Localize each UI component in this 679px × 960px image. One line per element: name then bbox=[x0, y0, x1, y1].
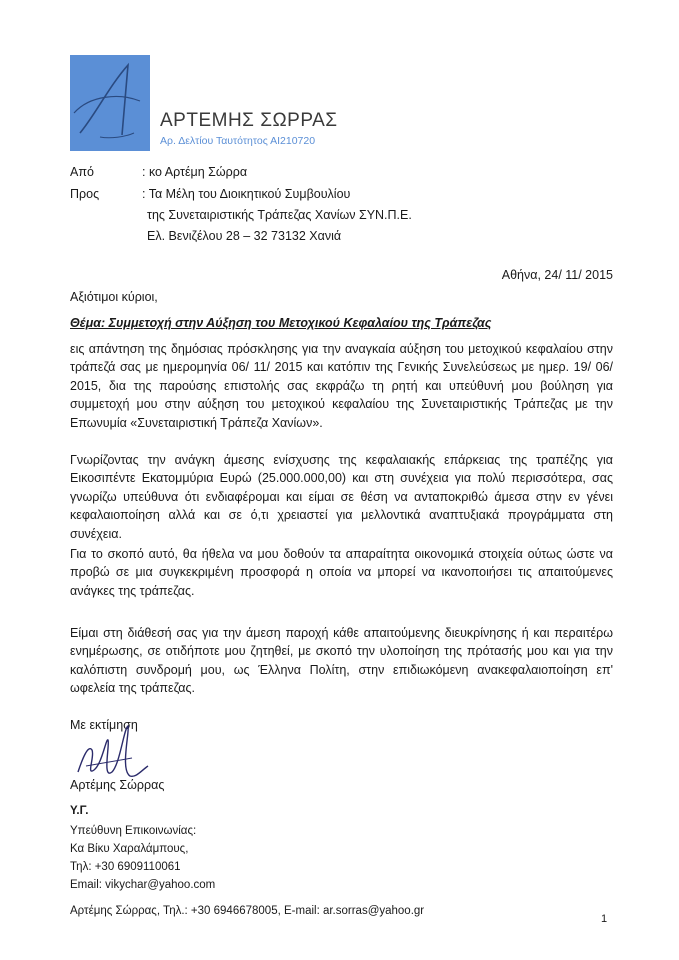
subject-line: Θέμα: Συμμετοχή στην Αύξηση του Μετοχικού Κεφαλαίου της Τράπεζας bbox=[70, 316, 492, 330]
from-value: : κο Αρτέμη Σώρρα bbox=[142, 165, 248, 179]
from-row bbox=[70, 165, 247, 179]
ps-label: Υ.Γ. bbox=[70, 805, 89, 817]
to-value: : Τα Μέλη του Διοικητικού Συμβουλίου bbox=[142, 187, 351, 201]
page-number: 1 bbox=[601, 913, 608, 925]
closing: Με εκτίμηση bbox=[70, 718, 138, 732]
contact-email: Email: vikychar@yahoo.com bbox=[70, 879, 216, 891]
to-line-3: Ελ. Βενιζέλου 28 – 32 73132 Χανιά bbox=[147, 229, 342, 243]
logo-monogram-icon bbox=[70, 55, 150, 151]
logo bbox=[70, 55, 150, 151]
page-footer: Αρτέμης Σώρρας, Τηλ.: +30 6946678005, E-mail: ar.sorras@yahoo.gr bbox=[70, 905, 425, 917]
contact-phone: Τηλ: +30 6909110061 bbox=[70, 861, 181, 873]
body-paragraph-3: Για το σκοπό αυτό, θα ήθελα να μου δοθούν τα απαραίτητα οικονομικά στοιχεία ούτως ώστε να προβώ σε μια συγκεκριμένη προσφορά η οποία να μπορεί να ικανοποιήσει τις απαιτούμενες ανάγκες της τράπεζας. bbox=[70, 547, 613, 598]
contact-name: Κα Βίκυ Χαραλάμπους, bbox=[70, 843, 189, 855]
to-line-2: της Συνεταιριστικής Τράπεζας Χανίων ΣΥΝ.Π.Ε. bbox=[147, 208, 412, 222]
signature-name: Αρτέμης Σώρρας bbox=[70, 778, 165, 792]
body-paragraph-4: Είμαι στη διάθεσή σας για την άμεση παροχή κάθε απαιτούμενης διευκρίνησης ή και περαιτέρω ενημέρωσης, σε οτιδήποτε μου ζητηθεί, με σκοπό την υλοποίηση της πρότασής μου και για την καλόπιστη συνδρομή μου, ως Έλληνα Πολίτη, στην επιδιωκόμενη ανακεφαλαιοποίηση επ' ωφελεία της τράπεζας. bbox=[70, 626, 613, 696]
body-paragraph-1: εις απάντηση της δημόσιας πρόσκλησης για την αναγκαία αύξηση του μετοχικού κεφαλαίου στην τράπεζά σας με ημερομηνία 06/ 11/ 2015 και κατόπιν της Γενικής Συνελεύσεως με ημερ. 19/ 06/ 2015, δια της παρούσης επιστολής σας εκφράζω τη ρητή και υπεύθυνή μου βούληση για συμμετοχή μου στην αύξηση του μετοχικού κεφαλαίου της Συνεταιριστικής Τράπεζας με την Επωνυμία «Συνεταιριστική Τράπεζα Χανίων». bbox=[70, 342, 613, 430]
letterhead-name: ΑΡΤΕΜΗΣ ΣΩΡΡΑΣ bbox=[160, 110, 338, 131]
body-paragraph-2: Γνωρίζοντας την ανάγκη άμεσης ενίσχυσης της κεφαλαιακής επάρκειας της τραπέζης για Εικοσιπέντε Εκατομμύρια Ευρώ (25.000.000,00) και στη συνέχεια για πολύ περισσότερα, σας γνωρίζω υπεύθυνα ότι ενδιαφέρομαι και είμαι σε θέση να ανταποκριθώ άμεσα στην εν γένει κεφαλαιοποίηση αλλά και σε ό,τι χρειαστεί για μελλοντικά αναπτυξιακά προγράμματα στη συνέχεια. bbox=[70, 453, 613, 541]
from-label: Από bbox=[70, 165, 94, 179]
to-label: Προς bbox=[70, 187, 100, 201]
letterhead-id-line: Αρ. Δελτίου Ταυτότητος ΑΙ210720 bbox=[160, 135, 316, 147]
to-row bbox=[70, 187, 350, 201]
letter-date: Αθήνα, 24/ 11/ 2015 bbox=[501, 268, 613, 282]
contact-title: Υπεύθυνη Επικοινωνίας: bbox=[70, 825, 197, 837]
salutation: Αξιότιμοι κύριοι, bbox=[70, 290, 158, 304]
